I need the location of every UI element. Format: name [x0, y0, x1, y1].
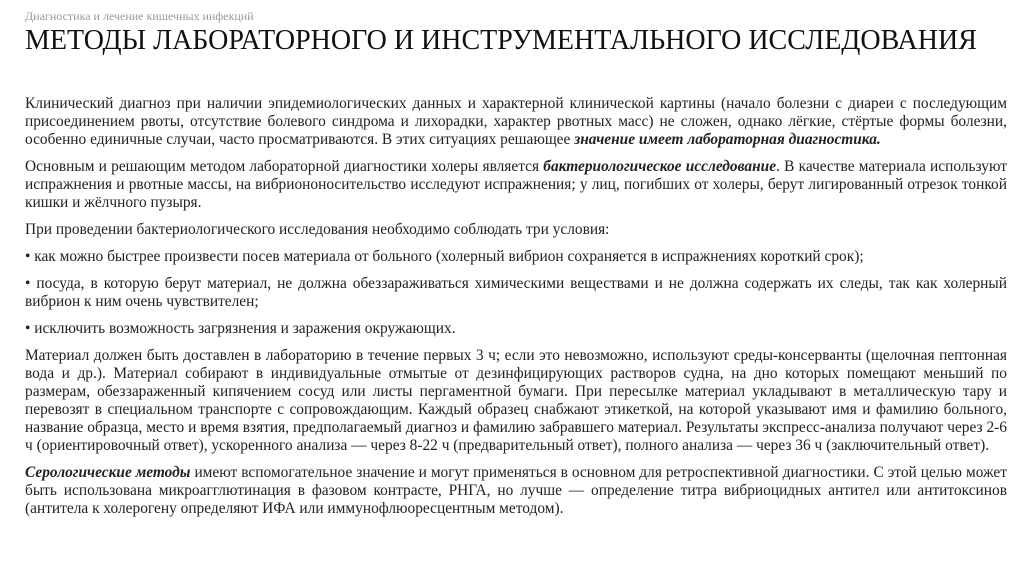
emphasis-text: значение имеет лабораторная диагностика. — [574, 131, 881, 148]
list-item-bullet-2: • посуда, в которую берут материал, не должна обеззараживаться химическими веществами и не должна содержать их следы, так как холерный вибрион к ним очень чувствителен; — [25, 275, 1007, 310]
emphasis-text: Серологические методы — [25, 464, 191, 481]
paragraph-bacteriological — [25, 158, 1007, 212]
paragraph-serological — [25, 464, 1007, 518]
paragraph-text: . В качестве материала используют испражнения и рвотные массы, на вибриононосительство исследуют испражнения; у лиц, погибших от холеры, берут лигированный отрезок тонкой кишки и жёлчного пузыря. — [25, 158, 1008, 211]
paragraph-text: Клинический диагноз при наличии эпидемиологических данных и характерной клинической картины (начало болезни с диареи с последующим присоединением рвоты, отсутствие болевого синдрома и лихорадки, характер рвотных масс) не сложен, однако лёгкие, стёртые формы болезни, особенно единичные случаи, часто просматриваются. В этих ситуациях решающее — [25, 95, 1007, 148]
list-item-bullet-1: • как можно быстрее произвести посев материала от больного (холерный вибрион сохраняется в испражнениях короткий срок); — [25, 248, 864, 265]
paragraph-conditions-intro: При проведении бактериологического исследования необходимо соблюдать три условия: — [25, 221, 610, 238]
paragraph-material-delivery: Материал должен быть доставлен в лабораторию в течение первых 3 ч; если это невозможно, используют среды-консерванты (щелочная пептонная вода и др.). Материал собирают в индивидуальные отмытые от дезинфицирующих растворов судна, на дно которых помещают меньший по размерам, обеззараженный кипячением сосуд или листы пергаментной бумаги. При пересылке материал укладывают в металлическую тару и перевозят в специальном транспорте с сопровождающим. Каждый образец снабжают этикеткой, на которой указывают имя и фамилию больного, название образца, место и время взятия, предполагаемый диагноз и фамилию забравшего материал. Результаты экспресс-анализа получают через 2-6 ч (ориентировочный ответ), ускоренного анализа — через 8-22 ч (предварительный ответ), полного анализа — через 36 ч (заключительный ответ). — [25, 347, 1007, 454]
page-title: МЕТОДЫ ЛАБОРАТОРНОГО И ИНСТРУМЕНТАЛЬНОГО ИССЛЕДОВАНИЯ — [25, 25, 977, 56]
emphasis-text: бактериологическое исследование — [543, 158, 777, 175]
paragraph-text: имеют вспомогательное значение и могут применяться в основном для ретроспективной диагностики. С этой целью может быть использована микроагглютинация в фазовом контрасте, РНГА, но лучше — определение титра вибриоцидных антител или антитоксинов (антитела к холерогену определяют ИФА или иммунофлюоресцентным методом). — [25, 464, 1007, 517]
content-body — [25, 95, 1007, 527]
paragraph-clinical-diagnosis — [25, 95, 1007, 149]
header-caption: Диагностика и лечение кишечных инфекций — [25, 9, 254, 23]
list-item-bullet-3: • исключить возможность загрязнения и заражения окружающих. — [25, 320, 456, 337]
paragraph-text: Основным и решающим методом лабораторной диагностики холеры является — [25, 158, 544, 175]
